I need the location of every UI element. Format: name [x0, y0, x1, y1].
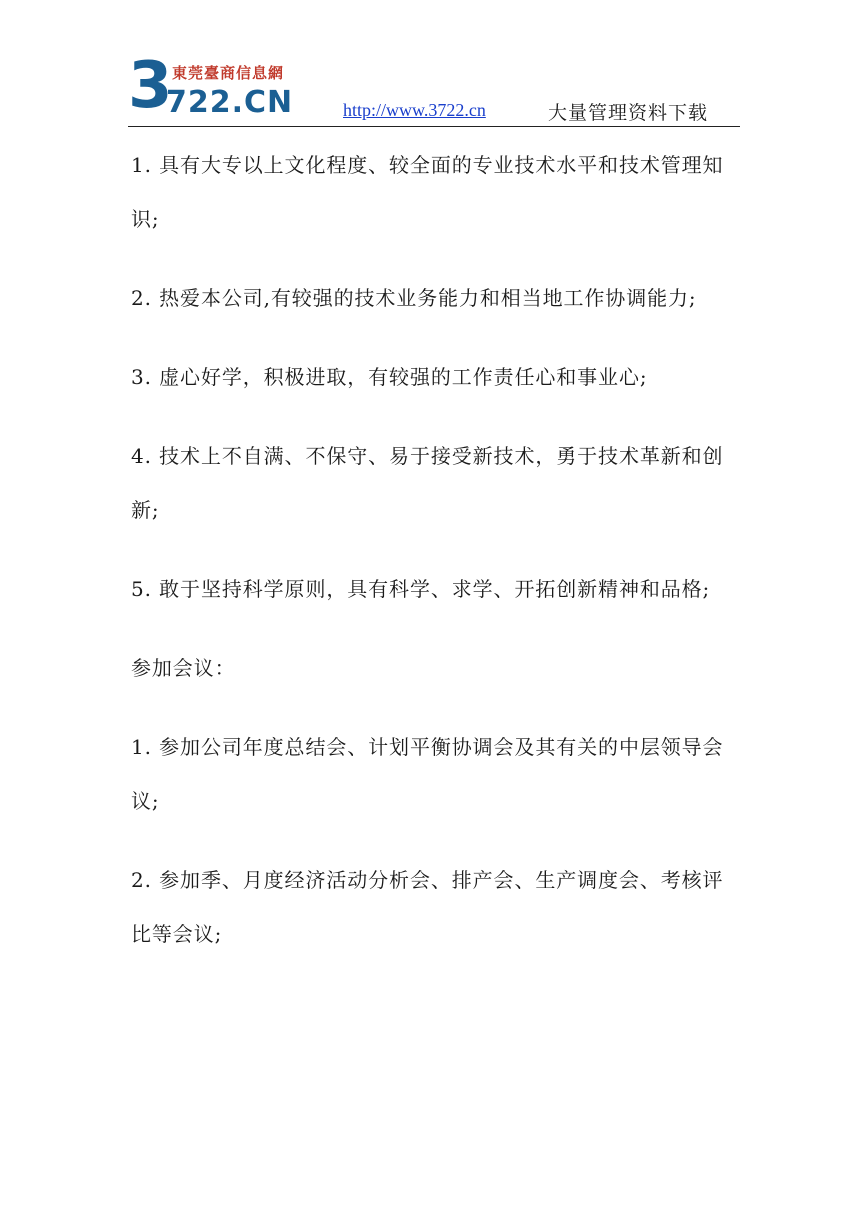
logo-domain: 722.CN — [166, 85, 294, 120]
requirement-item-3: 3. 虚心好学，积极进取，有较强的工作责任心和事业心; — [131, 365, 648, 389]
requirement-item-2: 2. 热爱本公司,有较强的技术业务能力和相当地工作协调能力; — [131, 286, 697, 310]
meeting-item-1: 1. 参加公司年度总结会、计划平衡协调会及其有关的中层领导会议; — [131, 735, 724, 813]
page-header — [128, 49, 740, 127]
requirement-item-4: 4. 技术上不自满、不保守、易于接受新技术，勇于技术革新和创新; — [131, 444, 724, 522]
site-url-link[interactable]: http://www.3722.cn — [343, 100, 486, 120]
meeting-item-2: 2. 参加季、月度经济活动分析会、排产会、生产调度会、考核评比等会议; — [131, 868, 724, 946]
logo-chinese-name: 東莞臺商信息網 — [172, 64, 285, 82]
header-tagline: 大量管理资料下载 — [548, 102, 709, 124]
requirement-item-1: 1. 具有大专以上文化程度、较全面的专业技术水平和技术管理知识; — [131, 153, 724, 231]
document-body — [131, 138, 743, 986]
logo-number: 3 — [128, 49, 171, 123]
requirement-item-5: 5. 敢于坚持科学原则，具有科学、求学、开拓创新精神和品格; — [131, 577, 711, 601]
site-logo[interactable] — [128, 49, 308, 123]
section-heading-meetings: 参加会议： — [131, 656, 236, 680]
